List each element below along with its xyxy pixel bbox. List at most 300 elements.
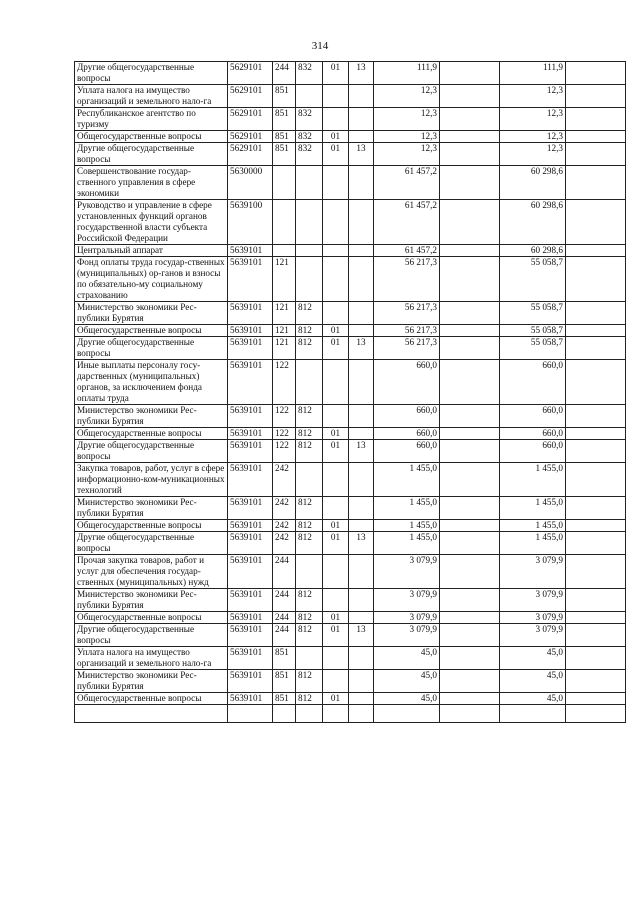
target-code-cell: 5639101 [228, 405, 273, 428]
subsection-code-cell [349, 257, 374, 302]
amount-first-year-cell: 3 079,9 [374, 555, 440, 589]
row-name-cell: Уплата налога на имущество организаций и земельного нало-га [75, 647, 228, 670]
department-code-cell [296, 200, 323, 245]
row-name-cell: Другие общегосударственные вопросы [75, 337, 228, 360]
section-code-cell: 01 [323, 532, 349, 555]
row-name-cell: Общегосударственные вопросы [75, 428, 228, 440]
department-code-cell: 812 [296, 325, 323, 337]
amount-first-year-cell: 61 457,2 [374, 166, 440, 200]
expense-type-cell: 851 [273, 693, 296, 705]
subsection-code-cell [349, 612, 374, 624]
row-name-cell: Министерство экономики Рес-публики Бурятия [75, 405, 228, 428]
amount-first-year-cell: 3 079,9 [374, 624, 440, 647]
amount-first-year-cell: 56 217,3 [374, 337, 440, 360]
expense-type-cell: 851 [273, 647, 296, 670]
table-row [75, 705, 626, 723]
subsection-code-cell [349, 108, 374, 131]
amount-first-year-cell: 56 217,3 [374, 325, 440, 337]
expense-type-cell: 851 [273, 670, 296, 693]
table-row [75, 428, 626, 440]
department-code-cell [296, 705, 323, 723]
section-code-cell: 01 [323, 440, 349, 463]
amount-first-year-cell [374, 705, 440, 723]
subsection-code-cell [349, 85, 374, 108]
expense-type-cell: 122 [273, 405, 296, 428]
table-row [75, 257, 626, 302]
target-code-cell: 5629101 [228, 108, 273, 131]
department-code-cell: 812 [296, 428, 323, 440]
amount-second-year-cell: 45,0 [500, 693, 566, 705]
amount-second-year-cell: 60 298,6 [500, 200, 566, 245]
amount-second-year-cell: 3 079,9 [500, 589, 566, 612]
amount-second-year-cell: 1 455,0 [500, 497, 566, 520]
row-name-cell: Совершенствование государ-ственного управления в сфере экономики [75, 166, 228, 200]
empty-cell [440, 520, 500, 532]
expense-type-cell [273, 245, 296, 257]
empty-cell [566, 108, 626, 131]
table-row [75, 360, 626, 405]
row-name-cell: Министерство экономики Рес-публики Бурятия [75, 670, 228, 693]
amount-second-year-cell: 3 079,9 [500, 612, 566, 624]
table-row [75, 497, 626, 520]
empty-cell [440, 166, 500, 200]
budget-table-body [75, 62, 626, 723]
amount-second-year-cell [500, 705, 566, 723]
target-code-cell: 5639101 [228, 325, 273, 337]
department-code-cell [296, 85, 323, 108]
subsection-code-cell [349, 647, 374, 670]
row-name-cell: Общегосударственные вопросы [75, 612, 228, 624]
section-code-cell: 01 [323, 612, 349, 624]
expense-type-cell: 121 [273, 302, 296, 325]
row-name-cell: Фонд оплаты труда государ-ственных (муниципальных) ор-ганов и взносы по обязательно-му социальному страхованию [75, 257, 228, 302]
table-row [75, 440, 626, 463]
section-code-cell: 01 [323, 428, 349, 440]
table-row [75, 405, 626, 428]
empty-cell [566, 693, 626, 705]
department-code-cell [296, 245, 323, 257]
table-row [75, 62, 626, 85]
row-name-cell: Другие общегосударственные вопросы [75, 624, 228, 647]
row-name-cell: Общегосударственные вопросы [75, 693, 228, 705]
amount-second-year-cell: 660,0 [500, 405, 566, 428]
department-code-cell [296, 463, 323, 497]
empty-cell [566, 705, 626, 723]
table-row [75, 589, 626, 612]
subsection-code-cell: 13 [349, 337, 374, 360]
subsection-code-cell [349, 670, 374, 693]
expense-type-cell [273, 166, 296, 200]
expense-type-cell: 122 [273, 360, 296, 405]
subsection-code-cell: 13 [349, 440, 374, 463]
table-row [75, 166, 626, 200]
amount-first-year-cell: 56 217,3 [374, 257, 440, 302]
section-code-cell: 01 [323, 62, 349, 85]
row-name-cell: Закупка товаров, работ, услуг в сфере информационно-ком-муникационных технологий [75, 463, 228, 497]
empty-cell [566, 131, 626, 143]
amount-second-year-cell: 3 079,9 [500, 555, 566, 589]
empty-cell [566, 302, 626, 325]
section-code-cell: 01 [323, 693, 349, 705]
section-code-cell [323, 166, 349, 200]
amount-second-year-cell: 45,0 [500, 647, 566, 670]
amount-second-year-cell: 1 455,0 [500, 463, 566, 497]
empty-cell [440, 612, 500, 624]
empty-cell [566, 143, 626, 166]
amount-second-year-cell: 55 058,7 [500, 337, 566, 360]
target-code-cell: 5639101 [228, 245, 273, 257]
expense-type-cell: 121 [273, 257, 296, 302]
target-code-cell: 5639101 [228, 520, 273, 532]
section-code-cell: 01 [323, 143, 349, 166]
expense-type-cell: 244 [273, 624, 296, 647]
department-code-cell: 812 [296, 440, 323, 463]
amount-first-year-cell: 660,0 [374, 360, 440, 405]
department-code-cell: 812 [296, 532, 323, 555]
expense-type-cell [273, 200, 296, 245]
subsection-code-cell [349, 200, 374, 245]
section-code-cell: 01 [323, 337, 349, 360]
empty-cell [440, 555, 500, 589]
row-name-cell: Общегосударственные вопросы [75, 520, 228, 532]
amount-second-year-cell: 660,0 [500, 428, 566, 440]
table-row [75, 624, 626, 647]
amount-second-year-cell: 12,3 [500, 143, 566, 166]
empty-cell [566, 555, 626, 589]
amount-second-year-cell: 60 298,6 [500, 245, 566, 257]
amount-second-year-cell: 45,0 [500, 670, 566, 693]
subsection-code-cell [349, 589, 374, 612]
subsection-code-cell [349, 360, 374, 405]
target-code-cell: 5639101 [228, 440, 273, 463]
section-code-cell: 01 [323, 520, 349, 532]
department-code-cell: 832 [296, 108, 323, 131]
amount-second-year-cell: 111,9 [500, 62, 566, 85]
row-name-cell: Другие общегосударственные вопросы [75, 143, 228, 166]
table-row [75, 647, 626, 670]
table-row [75, 108, 626, 131]
amount-second-year-cell: 660,0 [500, 360, 566, 405]
expense-type-cell [273, 705, 296, 723]
amount-first-year-cell: 61 457,2 [374, 245, 440, 257]
expense-type-cell: 242 [273, 532, 296, 555]
target-code-cell: 5639101 [228, 589, 273, 612]
amount-second-year-cell: 55 058,7 [500, 257, 566, 302]
department-code-cell [296, 257, 323, 302]
table-row [75, 325, 626, 337]
target-code-cell: 5639101 [228, 302, 273, 325]
department-code-cell [296, 555, 323, 589]
amount-first-year-cell: 1 455,0 [374, 497, 440, 520]
budget-table [74, 61, 626, 723]
department-code-cell: 812 [296, 670, 323, 693]
target-code-cell: 5630000 [228, 166, 273, 200]
table-row [75, 520, 626, 532]
empty-cell [440, 440, 500, 463]
subsection-code-cell [349, 166, 374, 200]
subsection-code-cell [349, 693, 374, 705]
amount-first-year-cell: 45,0 [374, 693, 440, 705]
empty-cell [440, 85, 500, 108]
amount-second-year-cell: 60 298,6 [500, 166, 566, 200]
amount-first-year-cell: 660,0 [374, 428, 440, 440]
expense-type-cell: 851 [273, 108, 296, 131]
target-code-cell: 5639101 [228, 257, 273, 302]
row-name-cell: Прочая закупка товаров, работ и услуг для обеспечения государ-ственных (муниципальных) нужд [75, 555, 228, 589]
row-name-cell: Общегосударственные вопросы [75, 131, 228, 143]
subsection-code-cell [349, 428, 374, 440]
table-row [75, 245, 626, 257]
table-row [75, 302, 626, 325]
empty-cell [440, 143, 500, 166]
target-code-cell: 5639101 [228, 612, 273, 624]
empty-cell [566, 405, 626, 428]
table-row [75, 612, 626, 624]
table-row [75, 463, 626, 497]
empty-cell [566, 532, 626, 555]
section-code-cell [323, 200, 349, 245]
target-code-cell: 5639101 [228, 463, 273, 497]
empty-cell [440, 245, 500, 257]
amount-first-year-cell: 45,0 [374, 670, 440, 693]
section-code-cell [323, 463, 349, 497]
amount-first-year-cell: 111,9 [374, 62, 440, 85]
section-code-cell: 01 [323, 131, 349, 143]
target-code-cell: 5639101 [228, 532, 273, 555]
row-name-cell: Другие общегосударственные вопросы [75, 440, 228, 463]
section-code-cell [323, 497, 349, 520]
subsection-code-cell [349, 497, 374, 520]
row-name-cell: Министерство экономики Рес-публики Бурятия [75, 497, 228, 520]
table-row [75, 670, 626, 693]
empty-cell [566, 463, 626, 497]
subsection-code-cell [349, 463, 374, 497]
subsection-code-cell [349, 325, 374, 337]
empty-cell [440, 405, 500, 428]
empty-cell [566, 166, 626, 200]
target-code-cell: 5639101 [228, 428, 273, 440]
row-name-cell: Руководство и управление в сфере установленных функций органов государственной власти субъекта Российской Федерации [75, 200, 228, 245]
table-row [75, 85, 626, 108]
subsection-code-cell [349, 405, 374, 428]
department-code-cell [296, 360, 323, 405]
empty-cell [566, 245, 626, 257]
amount-second-year-cell: 3 079,9 [500, 624, 566, 647]
empty-cell [566, 647, 626, 670]
department-code-cell: 812 [296, 520, 323, 532]
row-name-cell: Республиканское агентство по туризму [75, 108, 228, 131]
empty-cell [566, 612, 626, 624]
amount-first-year-cell: 45,0 [374, 647, 440, 670]
expense-type-cell: 244 [273, 612, 296, 624]
expense-type-cell: 244 [273, 555, 296, 589]
empty-cell [440, 325, 500, 337]
target-code-cell: 5639101 [228, 670, 273, 693]
empty-cell [440, 532, 500, 555]
empty-cell [566, 497, 626, 520]
empty-cell [440, 200, 500, 245]
amount-first-year-cell: 660,0 [374, 440, 440, 463]
empty-cell [566, 670, 626, 693]
expense-type-cell: 122 [273, 428, 296, 440]
subsection-code-cell [349, 245, 374, 257]
empty-cell [566, 428, 626, 440]
table-row [75, 693, 626, 705]
department-code-cell: 812 [296, 405, 323, 428]
amount-first-year-cell: 61 457,2 [374, 200, 440, 245]
subsection-code-cell [349, 520, 374, 532]
section-code-cell: 01 [323, 325, 349, 337]
table-row [75, 337, 626, 360]
row-name-cell: Другие общегосударственные вопросы [75, 62, 228, 85]
expense-type-cell: 242 [273, 497, 296, 520]
table-row [75, 143, 626, 166]
subsection-code-cell: 13 [349, 143, 374, 166]
row-name-cell: Уплата налога на имущество организаций и земельного нало-га [75, 85, 228, 108]
empty-cell [440, 62, 500, 85]
empty-cell [440, 497, 500, 520]
department-code-cell: 812 [296, 589, 323, 612]
amount-first-year-cell: 12,3 [374, 108, 440, 131]
amount-second-year-cell: 55 058,7 [500, 302, 566, 325]
empty-cell [566, 624, 626, 647]
subsection-code-cell: 13 [349, 532, 374, 555]
target-code-cell: 5629101 [228, 85, 273, 108]
empty-cell [566, 200, 626, 245]
amount-first-year-cell: 1 455,0 [374, 532, 440, 555]
amount-first-year-cell: 12,3 [374, 143, 440, 166]
expense-type-cell: 244 [273, 589, 296, 612]
empty-cell [440, 360, 500, 405]
empty-cell [566, 62, 626, 85]
department-code-cell [296, 647, 323, 670]
department-code-cell: 812 [296, 693, 323, 705]
subsection-code-cell: 13 [349, 62, 374, 85]
target-code-cell: 5629101 [228, 143, 273, 166]
empty-cell [566, 257, 626, 302]
expense-type-cell: 242 [273, 463, 296, 497]
empty-cell [566, 85, 626, 108]
amount-second-year-cell: 12,3 [500, 85, 566, 108]
amount-first-year-cell: 1 455,0 [374, 520, 440, 532]
target-code-cell: 5639101 [228, 647, 273, 670]
target-code-cell: 5639101 [228, 693, 273, 705]
row-name-cell: Министерство экономики Рес-публики Бурятия [75, 302, 228, 325]
amount-first-year-cell: 660,0 [374, 405, 440, 428]
empty-cell [440, 428, 500, 440]
department-code-cell: 832 [296, 131, 323, 143]
expense-type-cell: 244 [273, 62, 296, 85]
department-code-cell [296, 166, 323, 200]
target-code-cell: 5629101 [228, 131, 273, 143]
row-name-cell: Центральный аппарат [75, 245, 228, 257]
section-code-cell [323, 647, 349, 670]
amount-first-year-cell: 12,3 [374, 85, 440, 108]
row-name-cell: Общегосударственные вопросы [75, 325, 228, 337]
section-code-cell [323, 302, 349, 325]
amount-first-year-cell: 1 455,0 [374, 463, 440, 497]
row-name-cell: Министерство экономики Рес-публики Бурятия [75, 589, 228, 612]
table-row [75, 555, 626, 589]
empty-cell [440, 589, 500, 612]
empty-cell [440, 302, 500, 325]
target-code-cell: 5639101 [228, 497, 273, 520]
subsection-code-cell [349, 705, 374, 723]
amount-first-year-cell: 56 217,3 [374, 302, 440, 325]
row-name-cell: Другие общегосударственные вопросы [75, 532, 228, 555]
department-code-cell: 832 [296, 62, 323, 85]
empty-cell [440, 337, 500, 360]
department-code-cell: 812 [296, 612, 323, 624]
page-number: 314 [311, 40, 329, 52]
section-code-cell [323, 555, 349, 589]
expense-type-cell: 851 [273, 143, 296, 166]
empty-cell [440, 131, 500, 143]
target-code-cell: 5639101 [228, 555, 273, 589]
amount-second-year-cell: 660,0 [500, 440, 566, 463]
table-row [75, 131, 626, 143]
empty-cell [440, 705, 500, 723]
amount-second-year-cell: 55 058,7 [500, 325, 566, 337]
target-code-cell: 5629101 [228, 62, 273, 85]
empty-cell [440, 624, 500, 647]
empty-cell [440, 108, 500, 131]
section-code-cell [323, 85, 349, 108]
amount-second-year-cell: 12,3 [500, 108, 566, 131]
department-code-cell: 812 [296, 624, 323, 647]
section-code-cell [323, 589, 349, 612]
empty-cell [440, 693, 500, 705]
subsection-code-cell [349, 302, 374, 325]
table-row [75, 200, 626, 245]
empty-cell [566, 440, 626, 463]
row-name-cell: Иные выплаты персоналу госу-дарственных (муниципальных) органов, за исключением фонда оплаты труда [75, 360, 228, 405]
target-code-cell: 5639101 [228, 337, 273, 360]
target-code-cell [228, 705, 273, 723]
target-code-cell: 5639100 [228, 200, 273, 245]
amount-first-year-cell: 3 079,9 [374, 612, 440, 624]
target-code-cell: 5639101 [228, 624, 273, 647]
department-code-cell: 832 [296, 143, 323, 166]
empty-cell [566, 325, 626, 337]
empty-cell [440, 647, 500, 670]
empty-cell [440, 463, 500, 497]
expense-type-cell: 121 [273, 325, 296, 337]
amount-first-year-cell: 12,3 [374, 131, 440, 143]
subsection-code-cell [349, 555, 374, 589]
section-code-cell [323, 670, 349, 693]
section-code-cell [323, 245, 349, 257]
amount-first-year-cell: 3 079,9 [374, 589, 440, 612]
section-code-cell [323, 108, 349, 131]
empty-cell [566, 337, 626, 360]
target-code-cell: 5639101 [228, 360, 273, 405]
expense-type-cell: 851 [273, 131, 296, 143]
row-name-cell [75, 705, 228, 723]
subsection-code-cell: 13 [349, 624, 374, 647]
amount-second-year-cell: 12,3 [500, 131, 566, 143]
section-code-cell [323, 257, 349, 302]
table-row [75, 532, 626, 555]
section-code-cell [323, 705, 349, 723]
empty-cell [566, 360, 626, 405]
department-code-cell: 812 [296, 337, 323, 360]
empty-cell [566, 589, 626, 612]
empty-cell [440, 257, 500, 302]
department-code-cell: 812 [296, 302, 323, 325]
section-code-cell [323, 405, 349, 428]
expense-type-cell: 851 [273, 85, 296, 108]
